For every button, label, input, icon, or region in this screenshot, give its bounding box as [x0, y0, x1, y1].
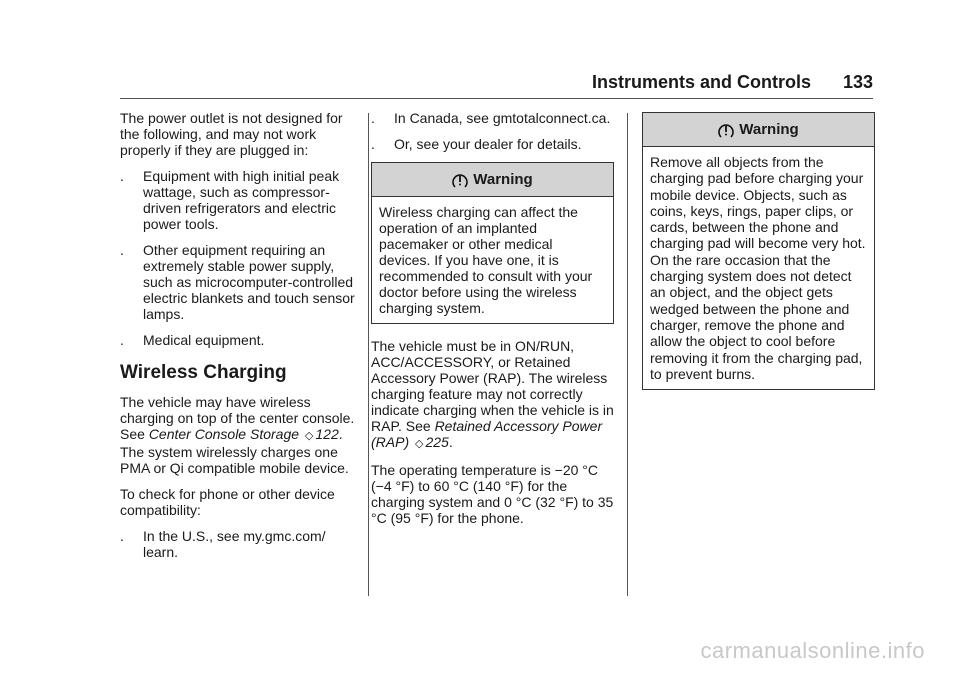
section-heading: Wireless Charging	[120, 362, 287, 383]
bullet-marker: .	[120, 332, 124, 348]
list-item	[371, 110, 614, 126]
list-item-text: In the U.S., see my.gmc.com/ learn.	[143, 528, 326, 560]
cross-reference-link[interactable]: Retained Accessory Power (RAP) ◇ 225	[371, 418, 603, 450]
warning-header	[643, 113, 874, 147]
warning-text: Remove all objects from the charging pad before charging your mobile device. Objects, such as coins, keys, rings, paper clips, or cards, between the phone and charging pad will become very hot. On the rare occasion that the charging system does not detect an object, and the object gets wedged between the phone and charger, remove the phone and allow the object to cool before removing it from the charging pad, to prevent burns.	[650, 154, 866, 382]
warning-icon	[718, 122, 734, 138]
column-2	[371, 110, 614, 536]
column-divider	[627, 113, 628, 596]
warning-title: Warning	[739, 120, 799, 138]
warning-header	[372, 163, 613, 197]
page-ref-icon: ◇	[415, 438, 424, 450]
cross-reference-link[interactable]: Center Console Storage ◇ 122	[148, 426, 339, 442]
list-item	[120, 528, 355, 560]
paragraph: The vehicle must be in ON/RUN, ACC/ACCESSORY, or Retained Accessory Power (RAP). The wireless charging feature may not correctly indicate charging when the vehicle is in RAP. See Retained Accessory Power (RAP) ◇ 225.	[371, 338, 614, 450]
list-item-text: Medical equipment.	[143, 332, 265, 348]
bullet-marker: .	[371, 136, 375, 152]
page-ref-icon: ◇	[304, 430, 314, 442]
column-1	[120, 110, 355, 570]
column-3	[642, 110, 875, 404]
warning-box	[642, 112, 875, 390]
header-divider	[120, 98, 873, 99]
warning-icon	[452, 172, 468, 188]
list-item	[120, 242, 355, 322]
intro-paragraph: The power outlet is not designed for the following, and may not work properly if they are plugged in:	[120, 110, 343, 158]
list-item	[371, 136, 614, 152]
list-item	[120, 332, 355, 348]
page-header	[120, 70, 873, 100]
list-item-text: Other equipment requiring an extremely stable power supply, such as microcomputer-controlled electric blankets and touch sensor lamps.	[143, 242, 355, 322]
bullet-marker: .	[371, 110, 375, 126]
warning-text: Wireless charging can affect the operation of an implanted pacemaker or other medical devices. If you have one, it is recommended to consult with your doctor before using the wireless charging system.	[379, 204, 593, 316]
list-item-text: Equipment with high initial peak wattage, such as compressor-driven refrigerators and electric power tools.	[143, 168, 340, 232]
paragraph: The operating temperature is −20 °C (−4 °F) to 60 °C (140 °F) for the charging system and 0 °C (32 °F) to 35 °C (95 °F) for the phone.	[371, 462, 614, 526]
page-number: 133	[842, 72, 873, 92]
bullet-marker: .	[120, 168, 124, 184]
paragraph: To check for phone or other device compatibility:	[120, 486, 335, 518]
list-item-text: Or, see your dealer for details.	[394, 136, 582, 152]
paragraph: The vehicle may have wireless charging on top of the center console. See Center Console Storage ◇ 122. The system wirelessly charges one PMA or Qi compatible mobile device.	[120, 394, 355, 476]
watermark: carmanualsonline.info	[700, 638, 925, 663]
bullet-marker: .	[120, 242, 124, 258]
warning-title: Warning	[473, 170, 533, 188]
bullet-marker: .	[120, 528, 124, 544]
section-title: Instruments and Controls	[591, 72, 811, 92]
list-item	[120, 168, 355, 232]
column-divider	[368, 113, 369, 596]
warning-box	[371, 162, 614, 324]
list-item-text: In Canada, see gmtotalconnect.ca.	[394, 110, 611, 126]
